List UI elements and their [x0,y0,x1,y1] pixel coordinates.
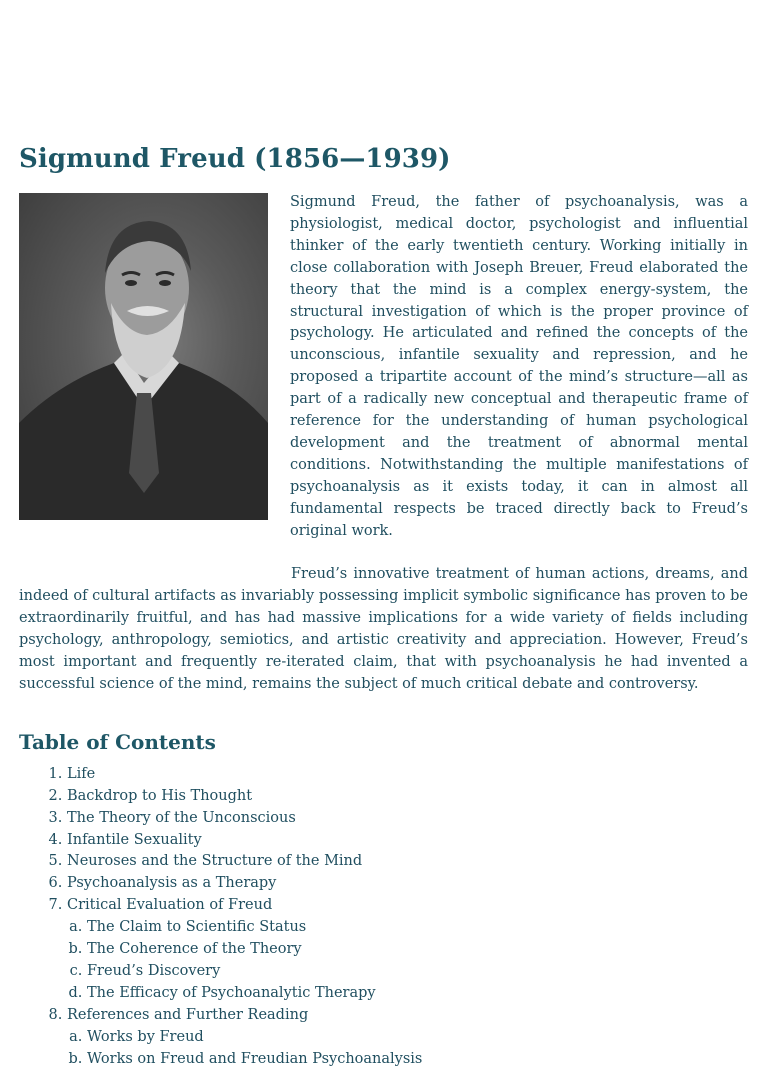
toc-link-efficacy[interactable]: The Efficacy of Psychoanalytic Therapy [87,984,376,1001]
toc-link-backdrop[interactable]: Backdrop to His Thought [67,787,253,804]
toc-item[interactable] [67,786,748,808]
toc-link-discovery[interactable]: Freud’s Discovery [87,962,221,979]
toc-item[interactable] [67,873,748,895]
article [19,140,748,1071]
toc-sublist [67,1027,748,1071]
toc-subitem[interactable] [87,961,748,983]
toc-subitem[interactable] [87,1049,748,1071]
toc-link-works-by-freud[interactable]: Works by Freud [87,1028,204,1045]
portrait-illustration [19,193,268,520]
toc-link-neuroses[interactable]: Neuroses and the Structure of the Mind [67,853,363,870]
toc-link-scientific-status[interactable]: The Claim to Scientific Status [87,919,307,936]
table-of-contents [19,764,748,1071]
toc-link-unconscious[interactable]: The Theory of the Unconscious [67,809,296,826]
toc-item[interactable] [67,1005,748,1071]
toc-item[interactable] [67,808,748,830]
toc-item[interactable] [67,851,748,873]
toc-item[interactable] [67,830,748,852]
toc-sublist [67,917,748,1005]
toc-link-therapy[interactable]: Psychoanalysis as a Therapy [67,875,277,892]
toc-subitem[interactable] [87,983,748,1005]
toc-link-life[interactable]: Life [67,765,96,782]
second-paragraph: Freud’s innovative treatment of human actions, dreams, and indeed of cultural artifacts as invariably possessing implicit symbolic significance has proven to be extraordinarily fruitful, and has had massive implications for a wide variety of fields including psychology, anthropology, semiotics, and artistic creativity and appreciation. However, Freud’s most important and frequently re-iterated claim, that with psychoanalysis he had invented a successful science of the mind, remains the subject of much critical debate and controversy. [19,566,748,692]
toc-heading: Table of Contents [19,729,216,754]
toc-link-works-on-freud[interactable]: Works on Freud and Freudian Psychoanalysis [87,1050,423,1067]
toc-link-infantile-sexuality[interactable]: Infantile Sexuality [67,831,202,848]
toc-subitem[interactable] [87,939,748,961]
toc-subitem[interactable] [87,917,748,939]
toc-link-critical-evaluation[interactable]: Critical Evaluation of Freud [67,897,273,914]
toc-link-references[interactable]: References and Further Reading [67,1006,309,1023]
intro-paragraph: Sigmund Freud, the father of psychoanalysis, was a physiologist, medical doctor, psychologist and influential thinker of the early twentieth century. Working initially in close collaboration with Joseph Breuer, Freud elaborated the theory that the mind is a complex energy-system, the structural investigation of which is the proper province of psychology. He articulated and refined the concepts of the unconscious, infantile sexuality and repression, and he proposed a tripartite account of the mind’s structure—all as part of a radically new conceptual and therapeutic frame of reference for the understanding of human psychological development and the treatment of abnormal mental conditions. Notwithstanding the multiple manifestations of psychoanalysis as it exists today, it can in almost all fundamental respects be traced directly back to Freud’s original work. [290,194,748,539]
toc-subitem[interactable] [87,1027,748,1049]
portrait-photo [19,193,268,520]
toc-item[interactable] [67,764,748,786]
page-title: Sigmund Freud (1856—1939) [19,144,451,174]
toc-link-coherence[interactable]: The Coherence of the Theory [87,941,302,958]
toc-item[interactable] [67,895,748,1005]
